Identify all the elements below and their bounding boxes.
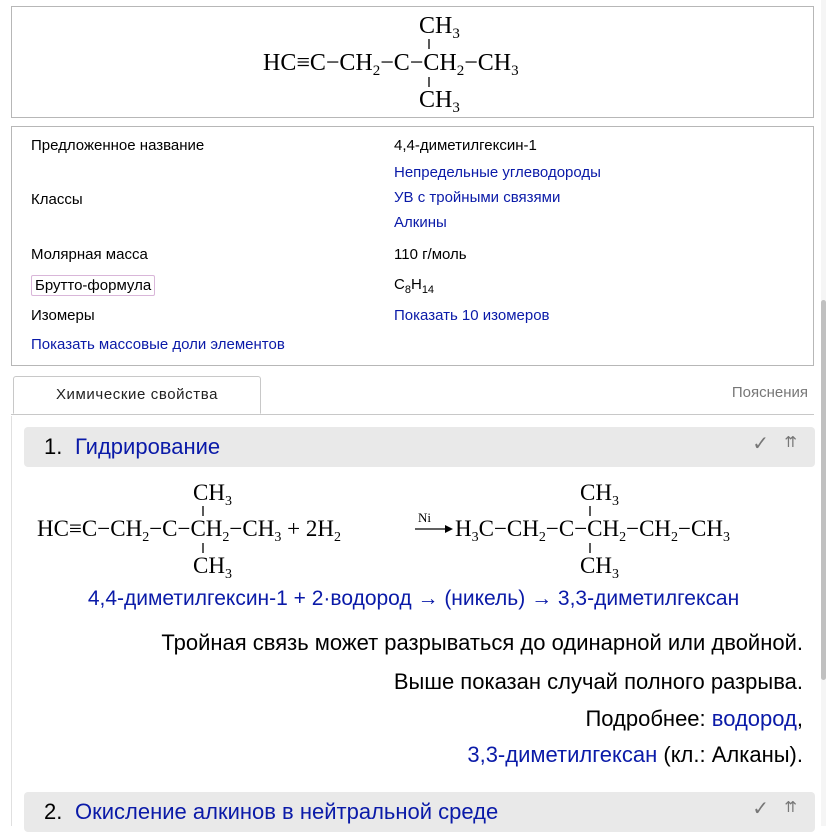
formula-c: C [394,276,405,293]
scrollbar-thumb[interactable] [821,300,826,680]
mass-label: Молярная масса [31,246,148,263]
formula-h: H [410,276,422,293]
scroll-top-icon[interactable]: ⇈ [784,799,797,816]
brutto-formula-value [394,276,434,296]
product-top-methyl: $CH_3$ [580,480,619,509]
reaction-1-desc-product [467,742,803,768]
structure-formula-svg [12,7,815,119]
reaction-2-number: 2. [44,799,63,824]
reaction-1-number: 1. [44,434,63,459]
reaction-arrow-head [445,525,453,533]
classes-label: Классы [31,191,83,208]
mass-value: 110 г/моль [394,246,467,263]
tab-explanations[interactable]: Пояснения [731,384,808,401]
scroll-top-icon[interactable]: ⇈ [784,434,797,451]
show-isomers-link[interactable]: Показать 10 изомеров [394,307,550,324]
tab-bar [11,376,814,416]
brutto-formula-button[interactable]: Брутто-формула [31,275,155,296]
product-bottom-methyl: $CH_3$ [580,553,619,582]
reaction-2-title-link[interactable]: Окисление алкинов в нейтральной среде [75,799,499,824]
main-chain: $HC\equiv C-CH_2-C-CH_2-CH_3$ [263,50,519,79]
vertical-scrollbar[interactable] [821,0,826,826]
reaction-1-title-link[interactable]: Гидрирование [75,434,221,459]
compound-info-panel [11,126,814,366]
reaction-1-desc-line1: Тройная связь может разрываться до одинарной или двойной. [161,630,803,655]
reaction-1-desc-line2: Выше показан случай полного разрыва. [393,669,803,694]
isomers-label: Изомеры [31,307,95,324]
reaction-2-header [24,792,815,832]
class-link-unsaturated[interactable]: Непредельные углеводороды [394,164,601,181]
tab-baseline [11,414,814,415]
reactant-bottom-methyl: $CH_3$ [193,553,232,582]
name-label: Предложенное название [31,137,205,154]
product-link[interactable]: 3,3-диметилгексан [467,742,658,767]
structure-formula-box [11,6,814,118]
reaction-1-name-line[interactable]: 4,4-диметилгексин-1 + 2·водород → (никель) → 3,3-диметилгексан [87,587,740,610]
top-methyl: $CH_3$ [419,13,460,42]
check-icon[interactable]: ✓ [752,433,769,455]
product-chain: $H_3C-CH_2-C-CH_2-CH_2-CH_3$ [455,516,730,545]
hydrogen-link[interactable]: водород [711,706,797,731]
formula-c-sub: 8 [404,284,411,296]
reactions-panel [11,416,815,826]
product-class-note: (кл.: Алканы). [657,742,803,767]
class-link-triple-bond[interactable]: УВ с тройными связями [394,189,561,206]
tab-chemical-properties[interactable]: Химические свойства [13,376,261,414]
reactant-chain: $HC\equiv C-CH_2-C-CH_2-CH_3 + 2H_2$ [37,516,341,545]
reaction-1-header [24,427,815,467]
reaction-1-desc-more [585,706,803,732]
mass-fraction-link[interactable]: Показать массовые доли элементов [31,336,285,353]
name-value: 4,4-диметилгексин-1 [394,137,537,154]
more-label: Подробнее: [585,706,712,731]
bottom-methyl: $CH_3$ [419,87,460,116]
class-link-alkynes[interactable]: Алкины [394,214,447,231]
catalyst-label: Ni [418,510,431,525]
check-icon[interactable]: ✓ [752,798,769,820]
reactant-top-methyl: $CH_3$ [193,480,232,509]
formula-h-sub: 14 [421,284,435,296]
comma: , [796,706,803,731]
reaction-1-equation [12,472,815,582]
